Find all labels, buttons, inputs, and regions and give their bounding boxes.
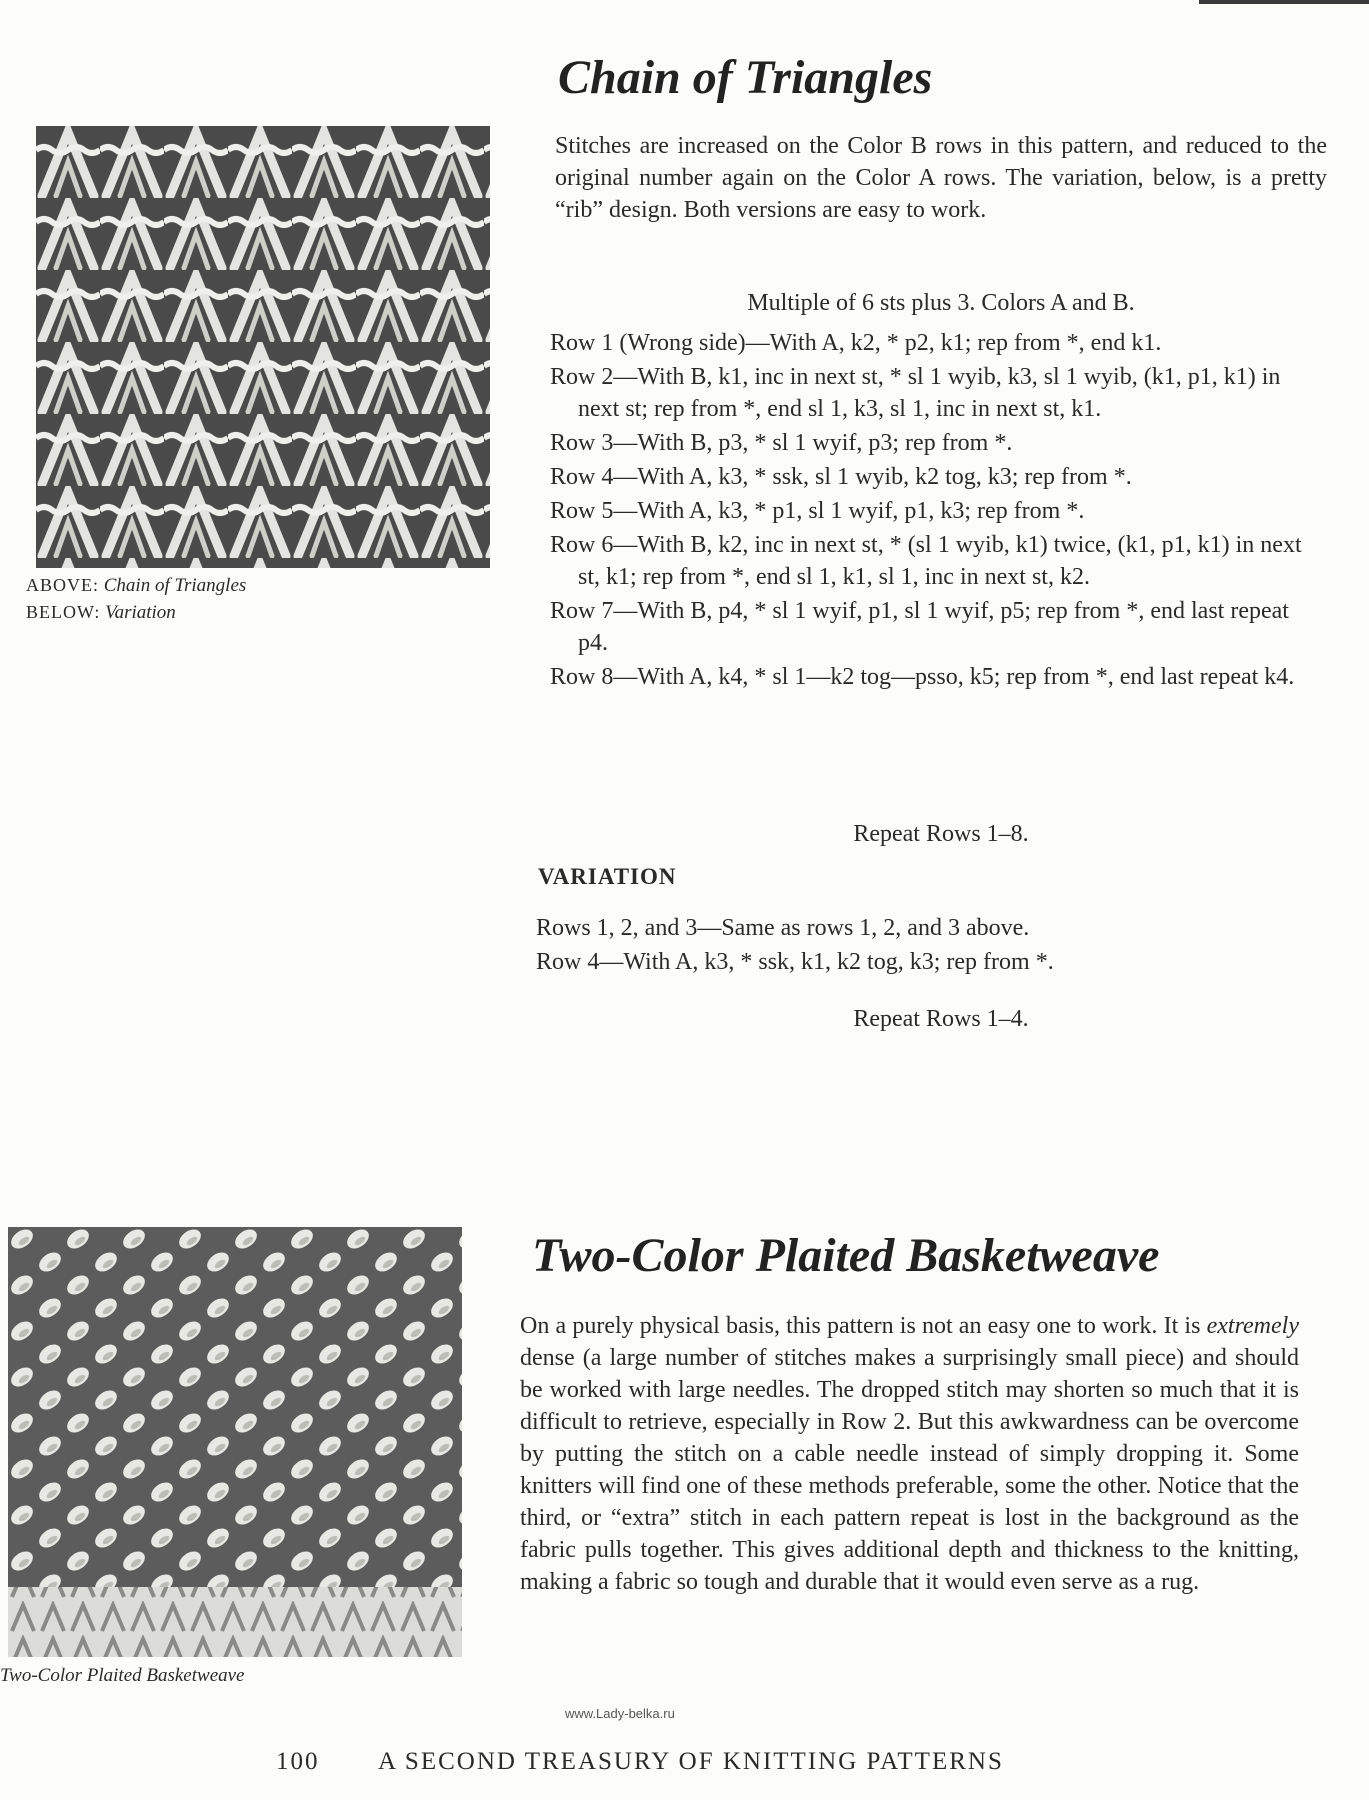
section1-title: Chain of Triangles (558, 51, 933, 104)
section1-repeat: Repeat Rows 1–8. (853, 821, 1029, 847)
section1-multiple: Multiple of 6 sts plus 3. Colors A and B. (747, 290, 1135, 316)
section2-title: Two-Color Plaited Basketweave (532, 1229, 1160, 1282)
row-instruction: Row 3—With B, p3, * sl 1 wyif, p3; rep from *. (550, 430, 1013, 456)
caption-above-text: Chain of Triangles (103, 575, 247, 596)
knit-swatch-basketweave-image (8, 1227, 462, 1657)
variation-repeat: Repeat Rows 1–4. (853, 1006, 1029, 1032)
section1-intro-text: Stitches are increased on the Color B rows in this pattern, and reduced to the original number again on the Color A rows. The variation, below, is a pretty “rib” design. Both versions are easy to work. (555, 133, 1327, 223)
row-instruction: Row 2—With B, k1, inc in next st, * sl 1 wyib, k3, sl 1 wyib, (k1, p1, k1) in next st; rep from *, end sl 1, k3, sl 1, inc in next st, k1. (550, 364, 1281, 422)
section1-row-instructions (550, 327, 1322, 695)
watermark-url: www.Lady-belka.ru (565, 1706, 675, 1721)
variation-heading: VARIATION (538, 864, 677, 889)
photo-caption-section2 (0, 1662, 245, 1689)
variation-row-instructions (536, 912, 1326, 980)
page-edge-line (1199, 0, 1369, 4)
photo-caption-section1 (26, 572, 246, 626)
section2-body-part2: dense (a large number of stitches makes a surprisingly small piece) and should be worked with large needles. The dropped stitch may shorten so much that it is difficult to retrieve, especially in Row 2. But this awkwardness can be overcome by putting the stitch on a cable needle instead of simply dropping it. Some knitters will find one of these methods preferable, some the other. Notice that the third, or “extra” stitch in each pattern repeat is lost in the background as the fabric pulls together. This gives additional depth and thickness to the knitting, making a fabric so tough and durable that it would even serve as a rug. (520, 1345, 1299, 1595)
caption-below-text: Variation (105, 602, 176, 623)
section2-body-part1: On a purely physical basis, this pattern is not an easy one to work. It is (520, 1313, 1207, 1339)
knit-swatch-triangles-image (36, 126, 490, 568)
caption-below-label: BELOW: (26, 602, 101, 622)
book-title-footer: A SECOND TREASURY OF KNITTING PATTERNS (378, 1748, 1004, 1775)
row-instruction: Row 6—With B, k2, inc in next st, * (sl 1 wyib, k1) twice, (k1, p1, k1) in next st, k1; rep from *, end sl 1, k1, sl 1, inc in next st, k2. (550, 532, 1302, 590)
page-number: 100 (276, 1748, 320, 1775)
basketweave-photo (8, 1227, 462, 1657)
row-instruction: Row 4—With A, k3, * ssk, k1, k2 tog, k3; rep from *. (536, 949, 1054, 975)
section1-intro (555, 130, 1327, 226)
row-instruction: Row 7—With B, p4, * sl 1 wyif, p1, sl 1 wyif, p5; rep from *, end last repeat p4. (550, 598, 1289, 656)
row-instruction: Row 8—With A, k4, * sl 1—k2 tog—psso, k5; rep from *, end last repeat k4. (550, 664, 1295, 690)
row-instruction: Row 5—With A, k3, * p1, sl 1 wyif, p1, k3; rep from *. (550, 498, 1085, 524)
section2-body-emphasis: extremely (1206, 1313, 1299, 1339)
section2-body-text (520, 1310, 1299, 1598)
basketweave-caption: Two-Color Plaited Basketweave (0, 1665, 245, 1686)
caption-above-label: ABOVE: (26, 575, 99, 595)
chain-of-triangles-photo (36, 126, 490, 568)
section2-body (520, 1310, 1299, 1598)
row-instruction: Row 4—With A, k3, * ssk, sl 1 wyib, k2 tog, k3; rep from *. (550, 464, 1132, 490)
row-instruction: Row 1 (Wrong side)—With A, k2, * p2, k1; rep from *, end k1. (550, 330, 1162, 356)
row-instruction: Rows 1, 2, and 3—Same as rows 1, 2, and 3 above. (536, 915, 1030, 941)
